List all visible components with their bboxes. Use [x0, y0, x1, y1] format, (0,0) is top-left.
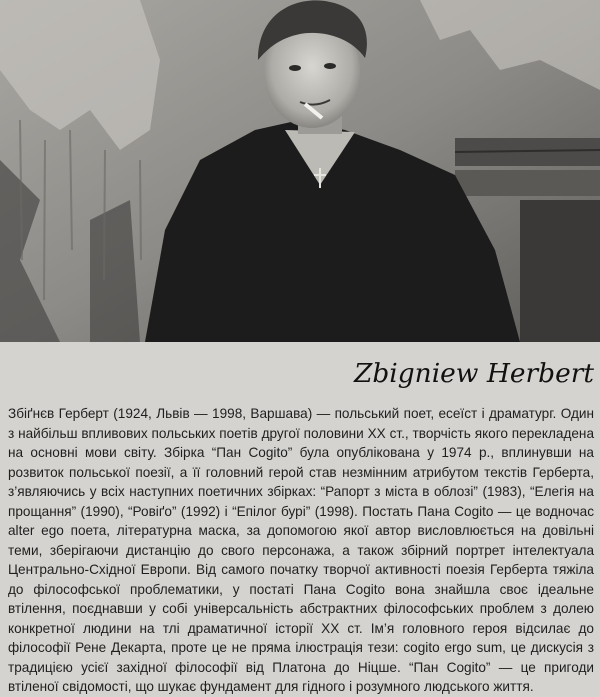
signature-text: Zbigniew Herbert: [352, 359, 595, 389]
portrait-icon: [0, 0, 600, 342]
portrait-photo: [0, 0, 600, 342]
signature: [352, 350, 600, 396]
signature-icon: [352, 350, 600, 396]
biography-text: Збіґнєв Герберт (1924, Львів — 1998, Варшава) — польський поет, есеїст і драматург. Один з найбільш впливових польських поетів другої половини ХХ ст., творчість якого перекладена на основні мови світу. Збірка “Пан Cogito” була опублікована у 1974 р., вплинувши на розвиток польської поезії, а її головний герой став незмінним атрибутом текстів Герберта, з’являючись у всіх наступних поетичних збірках: “Рапорт з міста в облозі” (1983), “Елегія на прощання” (1990), “Ровіґо” (1992) і “Епілог бурі” (1998). Постать Пана Cogito — це водночас alter ego поета, літературна маска, за допомогою якої автор висловлюється на довільні теми, зберігаючи дистанцію до свого персонажа, а також збірний портрет інтелектуала Центрально-Східної Европи. Від самого початку творчої активності поезія Герберта тяжіла до філософської проблематики, у постаті Пана Cogito вона знайшла своє ідеальне втілення, поєднавши у собі універсальність абстрактних філософських проблем з долею конкретної людини на тлі драматичної історії ХХ ст. Ім’я головного героя відсилає до філософії Рене Декарта, проте це не пряма ілюстрація тези: cogito ergo sum, це дискусія з традицією усієї західної філософії від Платона до Ніцше. “Пан Cogito” — це пригоди втіленої свідомості, що шукає фундамент для гідного і розумного людського життя.: [8, 406, 594, 694]
